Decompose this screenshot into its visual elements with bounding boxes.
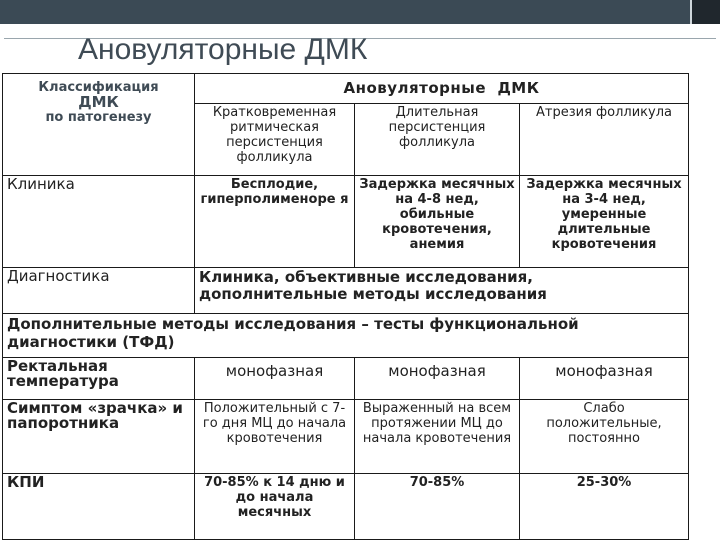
- clinic-label: Клиника: [3, 176, 195, 268]
- column-header-short-persistence: Кратковременная ритмическая персистенция фолликула: [195, 104, 355, 176]
- kpi-short-persistence: 70-85% к 14 дню и до начала месячных: [195, 474, 355, 540]
- classification-header-cell: [3, 74, 195, 176]
- classification-header-line3: по патогенезу: [45, 110, 152, 125]
- rectal-temp-atresia: монофазная: [520, 358, 689, 400]
- pupil-symptom-label: Симптом «зрачка» и папоротника: [3, 400, 195, 474]
- additional-methods-row: Дополнительные методы исследования – тесты функциональной диагностики (ТФД): [3, 314, 689, 358]
- classification-header-line2: ДМК: [78, 93, 119, 111]
- column-header-long-persistence: Длительная персистенция фолликула: [355, 104, 520, 176]
- clinic-atresia: Задержка месячных на 3-4 нед, умеренные длительные кровотечения: [520, 176, 689, 268]
- group-header: Ановуляторные ДМК: [195, 74, 689, 104]
- pupil-symptom-atresia: Слабо положительные, постоянно: [520, 400, 689, 474]
- classification-table: [2, 73, 689, 540]
- rectal-temp-short-persistence: монофазная: [195, 358, 355, 400]
- kpi-long-persistence: 70-85%: [355, 474, 520, 540]
- rectal-temp-long-persistence: монофазная: [355, 358, 520, 400]
- pupil-symptom-short-persistence: Положительный с 7-го дня МЦ до начала кровотечения: [195, 400, 355, 474]
- slide-title: Ановуляторные ДМК: [78, 33, 368, 66]
- clinic-long-persistence: Задержка месячных на 4-8 нед, обильные кровотечения, анемия: [355, 176, 520, 268]
- pupil-symptom-long-persistence: Выраженный на всем протяжении МЦ до начала кровотечения: [355, 400, 520, 474]
- header-accent: [692, 0, 720, 24]
- diagnostics-label: Диагностика: [3, 268, 195, 314]
- clinic-short-persistence: Бесплодие, гиперполименоре я: [195, 176, 355, 268]
- kpi-atresia: 25-30%: [520, 474, 689, 540]
- kpi-label: КПИ: [3, 474, 195, 540]
- column-header-atresia: Атрезия фолликула: [520, 104, 689, 176]
- classification-header-line1: Классификация: [38, 80, 159, 95]
- slide-header-bar: [0, 0, 720, 24]
- diagnostics-value: Клиника, объективные исследования, дополнительные методы исследования: [195, 268, 689, 314]
- rectal-temp-label: Ректальная температура: [3, 358, 195, 400]
